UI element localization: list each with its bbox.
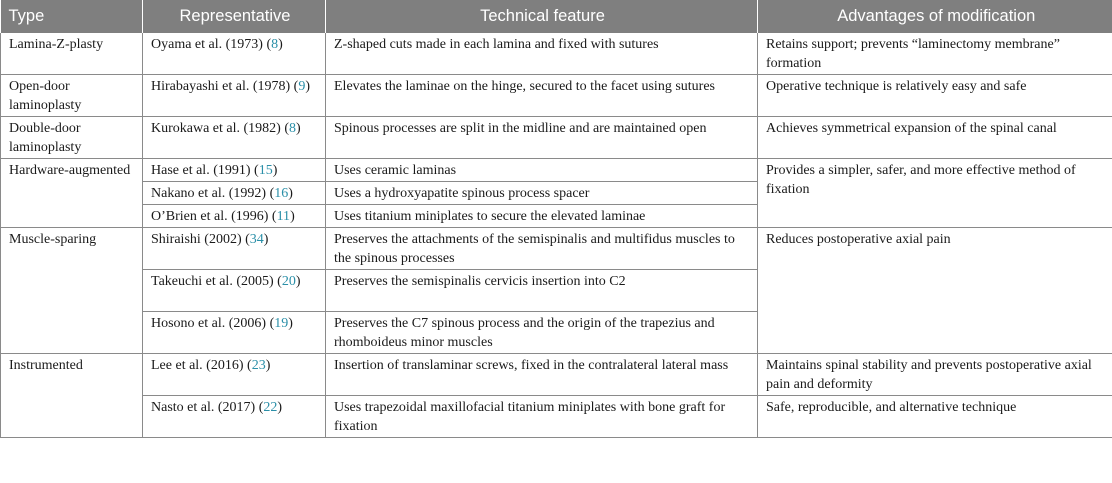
feature-cell: Uses a hydroxyapatite spinous process spacer bbox=[326, 182, 758, 205]
table-row bbox=[1, 75, 1112, 117]
header-type: Type bbox=[1, 0, 143, 33]
reference-link[interactable]: 20 bbox=[281, 274, 296, 289]
header-advantages: Advantages of modification bbox=[758, 0, 1112, 33]
representative-cell: Hosono et al. (2006) (19) bbox=[143, 312, 326, 354]
representative-cell: Hase et al. (1991) (15) bbox=[143, 159, 326, 182]
reference-link[interactable]: 8 bbox=[289, 121, 297, 136]
feature-cell: Z-shaped cuts made in each lamina and fixed with sutures bbox=[326, 33, 758, 75]
table-row bbox=[1, 117, 1112, 159]
feature-cell: Preserves the C7 spinous process and the origin of the trapezius and rhomboideus minor muscles bbox=[326, 312, 758, 354]
feature-cell: Uses trapezoidal maxillofacial titanium miniplates with bone graft for fixation bbox=[326, 396, 758, 438]
representative-cell: Lee et al. (2016) (23) bbox=[143, 354, 326, 396]
feature-cell: Elevates the laminae on the hinge, secured to the facet using sutures bbox=[326, 75, 758, 117]
table-row bbox=[1, 354, 1112, 396]
feature-cell: Uses ceramic laminas bbox=[326, 159, 758, 182]
header-representative: Representative bbox=[143, 0, 326, 33]
feature-cell: Preserves the semispinalis cervicis insertion into C2 bbox=[326, 270, 758, 312]
table-row bbox=[1, 33, 1112, 75]
table-row bbox=[1, 396, 1112, 438]
representative-cell: Oyama et al. (1973) (8) bbox=[143, 33, 326, 75]
representative-cell: Kurokawa et al. (1982) (8) bbox=[143, 117, 326, 159]
reference-link[interactable]: 16 bbox=[274, 186, 289, 201]
representative-cell: O’Brien et al. (1996) (11) bbox=[143, 205, 326, 228]
reference-link[interactable]: 8 bbox=[271, 37, 279, 52]
type-cell: Lamina-Z-plasty bbox=[1, 33, 143, 75]
table-row bbox=[1, 159, 1112, 182]
feature-cell: Uses titanium miniplates to secure the elevated laminae bbox=[326, 205, 758, 228]
type-cell: Open-door laminoplasty bbox=[1, 75, 143, 117]
type-cell: Instrumented bbox=[1, 354, 143, 438]
feature-cell: Spinous processes are split in the midline and are maintained open bbox=[326, 117, 758, 159]
type-cell: Muscle-sparing bbox=[1, 228, 143, 354]
representative-cell: Hirabayashi et al. (1978) (9) bbox=[143, 75, 326, 117]
header-technical-feature: Technical feature bbox=[326, 0, 758, 33]
advantage-cell: Reduces postoperative axial pain bbox=[758, 228, 1112, 354]
reference-link[interactable]: 22 bbox=[263, 400, 278, 415]
header-row bbox=[1, 0, 1112, 33]
advantage-cell: Operative technique is relatively easy and safe bbox=[758, 75, 1112, 117]
reference-link[interactable]: 34 bbox=[249, 232, 264, 247]
table-row bbox=[1, 228, 1112, 270]
feature-cell: Preserves the attachments of the semispinalis and multifidus muscles to the spinous processes bbox=[326, 228, 758, 270]
type-cell: Hardware-augmented bbox=[1, 159, 143, 228]
advantage-cell: Achieves symmetrical expansion of the spinal canal bbox=[758, 117, 1112, 159]
feature-cell: Insertion of translaminar screws, fixed in the contralateral lateral mass bbox=[326, 354, 758, 396]
advantage-cell: Provides a simpler, safer, and more effective method of fixation bbox=[758, 159, 1112, 228]
representative-cell: Shiraishi (2002) (34) bbox=[143, 228, 326, 270]
advantage-cell: Retains support; prevents “laminectomy membrane” formation bbox=[758, 33, 1112, 75]
reference-link[interactable]: 15 bbox=[258, 163, 273, 178]
representative-cell: Nasto et al. (2017) (22) bbox=[143, 396, 326, 438]
type-cell: Double-door laminoplasty bbox=[1, 117, 143, 159]
advantage-cell: Maintains spinal stability and prevents postoperative axial pain and deformity bbox=[758, 354, 1112, 396]
reference-link[interactable]: 9 bbox=[298, 79, 306, 94]
reference-link[interactable]: 19 bbox=[274, 316, 289, 331]
reference-link[interactable]: 11 bbox=[276, 209, 291, 224]
representative-cell: Nakano et al. (1992) (16) bbox=[143, 182, 326, 205]
representative-cell: Takeuchi et al. (2005) (20) bbox=[143, 270, 326, 312]
advantage-cell: Safe, reproducible, and alternative technique bbox=[758, 396, 1112, 438]
reference-link[interactable]: 23 bbox=[251, 358, 266, 373]
